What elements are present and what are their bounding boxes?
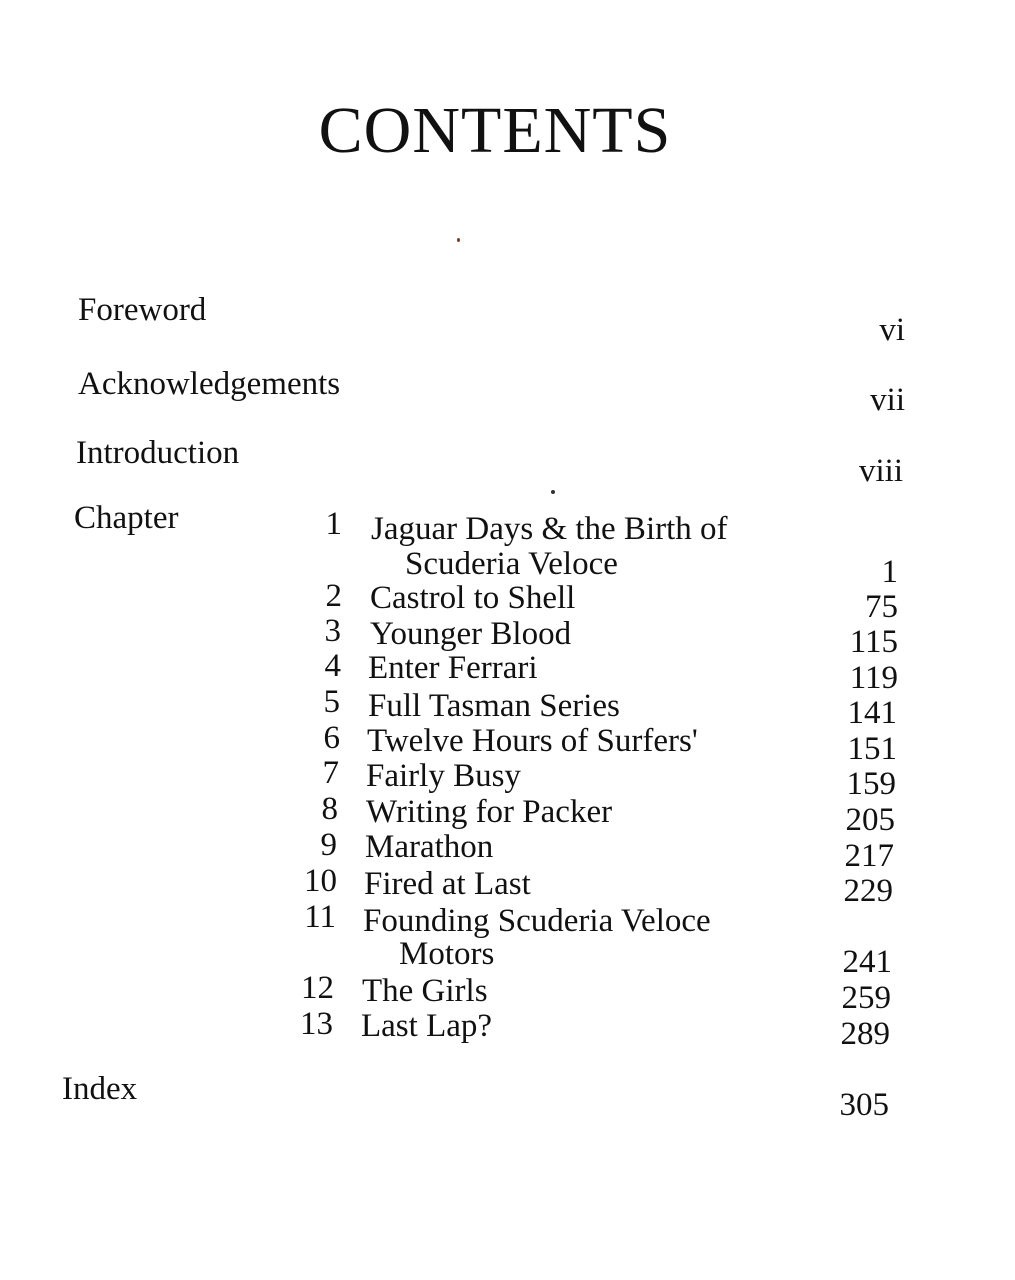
toc-label-acknowledgements: Acknowledgements xyxy=(78,366,341,402)
chapter-number: 10 xyxy=(304,863,337,899)
chapter-number: 5 xyxy=(323,684,340,720)
chapter-number: 4 xyxy=(324,648,341,684)
chapter-title: Twelve Hours of Surfers' xyxy=(367,723,698,759)
chapter-number: 1 xyxy=(325,506,342,542)
chapter-page: 289 xyxy=(840,1016,890,1052)
chapter-page: 217 xyxy=(844,838,894,874)
chapter-number: 3 xyxy=(324,613,341,649)
chapter-title: Enter Ferrari xyxy=(368,650,538,686)
chapter-page: 241 xyxy=(842,944,892,980)
chapter-title: Last Lap? xyxy=(361,1008,493,1044)
chapter-title: Fired at Last xyxy=(364,866,531,902)
chapter-title: Writing for Packer xyxy=(366,794,613,830)
scan-speck xyxy=(457,238,460,242)
page-title: CONTENTS xyxy=(318,94,672,167)
chapter-title: Founding Scuderia Veloce xyxy=(363,903,711,939)
chapter-title-continued: Scuderia Veloce xyxy=(405,546,618,582)
chapter-number: 8 xyxy=(321,791,338,827)
chapter-number: 12 xyxy=(301,970,334,1006)
scan-speck xyxy=(551,490,555,494)
toc-label-index: Index xyxy=(62,1071,138,1107)
chapter-title-continued: Motors xyxy=(399,936,495,972)
chapter-title: Full Tasman Series xyxy=(368,688,620,724)
toc-label-foreword: Foreword xyxy=(78,292,207,328)
chapter-number: 13 xyxy=(300,1006,333,1042)
chapter-title: Marathon xyxy=(365,829,494,865)
chapter-number: 6 xyxy=(323,720,340,756)
chapter-page: 159 xyxy=(846,766,896,802)
chapter-title: Younger Blood xyxy=(370,616,572,652)
chapter-page: 151 xyxy=(847,731,897,767)
chapter-title: Castrol to Shell xyxy=(370,580,576,616)
toc-page-introduction: viii xyxy=(858,453,903,489)
toc-page-acknowledgements: vii xyxy=(870,382,905,418)
toc-page-index: 305 xyxy=(839,1087,889,1123)
chapter-title: Fairly Busy xyxy=(366,758,521,794)
chapter-page: 115 xyxy=(849,624,898,660)
chapter-title: The Girls xyxy=(362,973,488,1009)
toc-page-foreword: vi xyxy=(879,312,905,348)
chapter-page: 229 xyxy=(843,873,893,909)
chapter-label: Chapter xyxy=(74,500,179,536)
chapter-page: 75 xyxy=(865,589,898,625)
chapter-number: 7 xyxy=(322,755,339,791)
chapter-number: 11 xyxy=(304,899,336,935)
chapter-page: 1 xyxy=(881,554,898,590)
chapter-title: Jaguar Days & the Birth of xyxy=(371,511,728,547)
chapter-page: 259 xyxy=(841,980,891,1016)
chapter-page: 205 xyxy=(845,802,895,838)
chapter-page: 119 xyxy=(849,660,898,696)
chapter-number: 9 xyxy=(320,827,337,863)
chapter-number: 2 xyxy=(325,578,342,614)
chapter-page: 141 xyxy=(847,695,897,731)
toc-label-introduction: Introduction xyxy=(76,435,240,471)
